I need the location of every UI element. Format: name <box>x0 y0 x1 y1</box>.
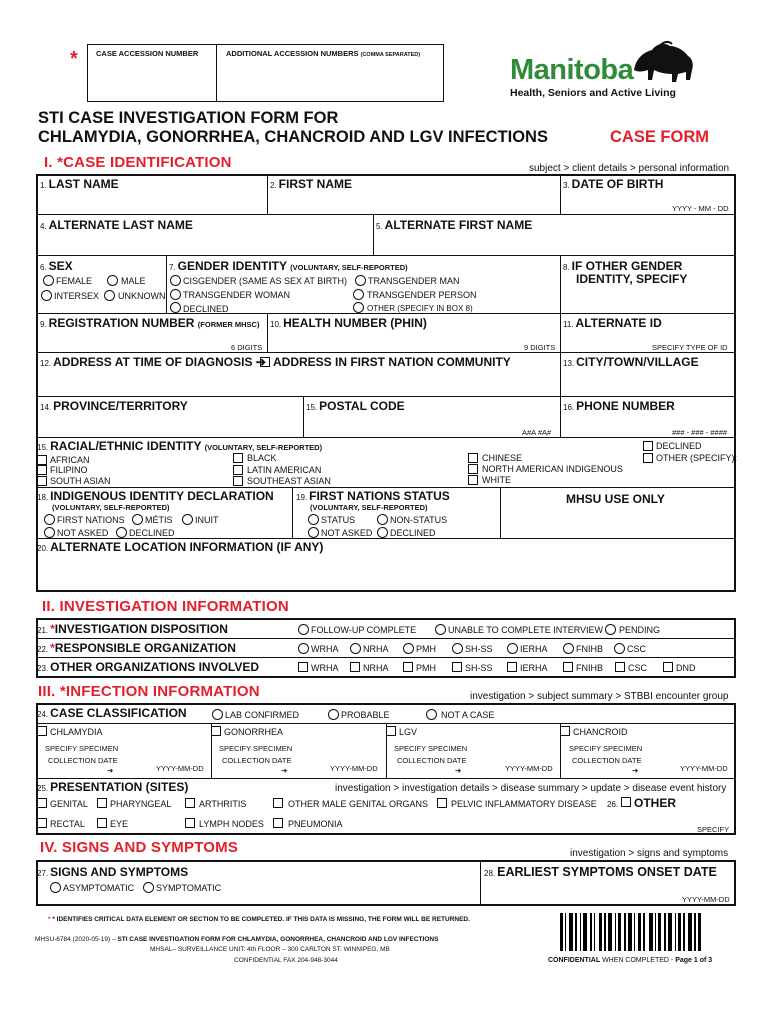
alternate-id-input[interactable] <box>563 330 733 343</box>
lgv-collection-label: COLLECTION DATE <box>397 756 467 765</box>
disposition-label: 21. *INVESTIGATION DISPOSITION <box>37 622 228 636</box>
gonorrhea-specimen-label: SPECIFY SPECIMEN <box>219 744 293 753</box>
section2-title: II. INVESTIGATION INFORMATION <box>42 598 289 615</box>
fn-not-asked-radio[interactable] <box>308 527 319 538</box>
class-probable-label: PROBABLE <box>341 710 390 720</box>
resp-nrha-radio[interactable] <box>350 643 361 654</box>
alternate-location-label: 20. ALTERNATE LOCATION INFORMATION (IF ANY) <box>37 540 324 554</box>
fn-declined-radio[interactable] <box>377 527 388 538</box>
form-title-line1: STI CASE INVESTIGATION FORM FOR <box>38 109 339 127</box>
resp-fnihb-radio[interactable] <box>563 643 574 654</box>
disposition-complete-radio[interactable] <box>298 624 309 635</box>
other-pmh-label: PMH <box>416 663 436 673</box>
class-not-case-label: NOT A CASE <box>441 710 495 720</box>
other-fnihb-label: FNIHB <box>576 663 603 673</box>
chancroid-date-hint: YYYY-MM-DD <box>680 764 728 773</box>
other-pmh-checkbox[interactable] <box>403 662 413 672</box>
indigenous-note: (VOLUNTARY, SELF-REPORTED) <box>52 503 170 512</box>
phone-hint: ### - ### - #### <box>672 428 728 437</box>
gonorrhea-label: GONORRHEA <box>224 727 284 737</box>
resp-wrha-label: WRHA <box>311 644 339 654</box>
manitoba-logo-text: Manitoba <box>510 54 634 86</box>
mhsu-use-only: MHSU USE ONLY <box>566 492 665 506</box>
gender-other-radio[interactable] <box>353 302 364 313</box>
race-indigenous-checkbox[interactable] <box>468 464 478 474</box>
gender-trans-man-radio[interactable] <box>355 275 366 286</box>
fn-status-radio[interactable] <box>308 514 319 525</box>
resp-wrha-radio[interactable] <box>298 643 309 654</box>
lgv-checkbox[interactable] <box>386 726 396 736</box>
responsible-org-label: 22. *RESPONSIBLE ORGANIZATION <box>37 641 236 655</box>
province-input[interactable] <box>40 414 300 435</box>
site-other-text: OTHER <box>634 796 676 810</box>
racial-identity-label: 15. RACIAL/ETHNIC IDENTITY (VOLUNTARY, SELF-REPORTED) <box>37 439 323 453</box>
sex-intersex-label: INTERSEX <box>54 291 100 301</box>
section4-title: IV. SIGNS AND SYMPTOMS <box>40 839 239 856</box>
required-star: * <box>70 48 78 70</box>
fn-status-note: (VOLUNTARY, SELF-REPORTED) <box>310 503 428 512</box>
arrow-right-icon: ➔ <box>632 766 639 775</box>
class-not-case-radio[interactable] <box>426 709 437 720</box>
site-eye-checkbox[interactable] <box>97 818 107 828</box>
race-south-asian-label: SOUTH ASIAN <box>50 476 111 486</box>
fn-status-label: STATUS <box>321 515 356 525</box>
indigenous-not-asked-radio[interactable] <box>44 527 55 538</box>
gonorrhea-date-hint: YYYY-MM-DD <box>330 764 378 773</box>
race-southeast-asian-label: SOUTHEAST ASIAN <box>247 476 331 486</box>
site-other-label: 26. <box>607 800 619 809</box>
city-input[interactable] <box>563 371 733 394</box>
first-nation-address-label: ADDRESS IN FIRST NATION COMMUNITY <box>273 355 511 369</box>
province-label: 14. PROVINCE/TERRITORY <box>40 399 188 413</box>
race-other-checkbox[interactable] <box>643 453 653 463</box>
section3-path: investigation > subject summary > STBBI encounter group <box>470 691 729 702</box>
race-declined-label: DECLINED <box>656 441 702 451</box>
chancroid-checkbox[interactable] <box>560 726 570 736</box>
disposition-unable-label: UNABLE TO COMPLETE INTERVIEW <box>448 625 604 635</box>
other-wrha-label: WRHA <box>311 663 339 673</box>
asymptomatic-label: ASYMPTOMATIC <box>63 883 135 893</box>
additional-accession-label: ADDITIONAL ACCESSION NUMBERS (COMMA SEPARATED) <box>226 49 421 58</box>
gender-identity-label: 7. GENDER IDENTITY (VOLUNTARY, SELF-REPORTED) <box>169 259 408 273</box>
lgv-specimen-label: SPECIFY SPECIMEN <box>394 744 468 753</box>
critical-note: * * IDENTIFIES CRITICAL DATA ELEMENT OR SECTION TO BE COMPLETED. IF THIS DATA IS MISSING, THE FORM WILL BE RETURNED. <box>48 916 470 923</box>
resp-ierha-label: IERHA <box>520 644 548 654</box>
site-pid-label: PELVIC INFLAMMATORY DISEASE <box>451 799 597 809</box>
gender-declined-radio[interactable] <box>170 302 181 313</box>
arrow-right-icon: ➔ <box>107 766 114 775</box>
asymptomatic-radio[interactable] <box>50 882 61 893</box>
resp-csc-radio[interactable] <box>614 643 625 654</box>
race-chinese-checkbox[interactable] <box>468 453 478 463</box>
gender-trans-man-label: TRANSGENDER MAN <box>368 276 460 286</box>
arrow-right-icon: ➔ <box>281 766 288 775</box>
site-arthritis-checkbox[interactable] <box>185 798 195 808</box>
other-gender-label: 8. IF OTHER GENDER <box>563 259 683 273</box>
address-label: 12. ADDRESS AT TIME OF DIAGNOSIS ➔ <box>40 355 266 369</box>
race-latin-label: LATIN AMERICAN <box>247 465 322 475</box>
class-lab-confirmed-radio[interactable] <box>212 709 223 720</box>
disposition-complete-label: FOLLOW-UP COMPLETE <box>311 625 417 635</box>
race-african-checkbox[interactable] <box>37 455 47 465</box>
registration-hint: 6 DIGITS <box>231 343 263 352</box>
other-shss-label: SH-SS <box>465 663 493 673</box>
other-dnd-label: DND <box>676 663 696 673</box>
disposition-pending-radio[interactable] <box>605 624 616 635</box>
gender-trans-woman-radio[interactable] <box>170 289 181 300</box>
first-name-label: 2. FIRST NAME <box>270 177 353 191</box>
chancroid-label: CHANCROID <box>573 727 628 737</box>
site-rectal-label: RECTAL <box>50 819 85 829</box>
first-name-input[interactable] <box>270 192 558 212</box>
symptomatic-radio[interactable] <box>143 882 154 893</box>
site-pharyngeal-label: PHARYNGEAL <box>110 799 172 809</box>
site-lymph-label: LYMPH NODES <box>199 819 264 829</box>
race-african-label: AFRICAN <box>50 455 90 465</box>
chancroid-date-input[interactable] <box>654 744 732 764</box>
chlamydia-date-hint: YYYY-MM-DD <box>156 764 204 773</box>
race-chinese-label: CHINESE <box>482 453 523 463</box>
ministry-name: Health, Seniors and Active Living <box>510 87 676 99</box>
chancroid-collection-label: COLLECTION DATE <box>572 756 642 765</box>
lgv-label: LGV <box>399 727 418 737</box>
gender-other-label: OTHER (SPECIFY IN BOX 8) <box>367 304 473 313</box>
indigenous-metis-label: MÉTIS <box>145 515 173 525</box>
race-filipino-checkbox[interactable] <box>37 465 47 475</box>
gender-declined-label: DECLINED <box>183 304 229 314</box>
signs-symptoms-label: 27. SIGNS AND SYMPTOMS <box>37 865 189 879</box>
alternate-first-name-label: 5. ALTERNATE FIRST NAME <box>376 218 533 232</box>
other-wrha-checkbox[interactable] <box>298 662 308 672</box>
onset-date-label: 28. EARLIEST SYMPTOMS ONSET DATE <box>484 865 717 879</box>
health-number-label: 10. HEALTH NUMBER (PHIN) <box>270 316 427 330</box>
address-input[interactable] <box>40 371 558 394</box>
date-of-birth-input[interactable] <box>563 192 733 204</box>
chlamydia-collection-label: COLLECTION DATE <box>48 756 118 765</box>
other-ierha-checkbox[interactable] <box>507 662 517 672</box>
site-genital-label: GENITAL <box>50 799 88 809</box>
sex-male-radio[interactable] <box>107 275 118 286</box>
sex-male-label: MALE <box>121 276 146 286</box>
footer-fax: CONFIDENTIAL FAX 204-948-3044 <box>234 957 338 964</box>
onset-date-hint: YYYY-MM-DD <box>682 895 730 904</box>
indigenous-inuit-label: INUIT <box>195 515 219 525</box>
other-csc-label: CSC <box>628 663 648 673</box>
gender-trans-person-radio[interactable] <box>353 289 364 300</box>
gonorrhea-date-input[interactable] <box>304 744 382 764</box>
form-footer-title: MHSU-6784 (2020-05-19) – STI CASE INVESTIGATION FORM FOR CHLAMYDIA, GONORRHEA, CHANCROID AND LGV INFECTIONS <box>35 936 439 943</box>
indigenous-not-asked-label: NOT ASKED <box>57 528 109 538</box>
city-label: 13. CITY/TOWN/VILLAGE <box>563 355 699 369</box>
gonorrhea-checkbox[interactable] <box>211 726 221 736</box>
race-black-label: BLACK <box>247 453 277 463</box>
gender-cisgender-label: CISGENDER (SAME AS SEX AT BIRTH) <box>183 276 348 286</box>
health-number-input[interactable] <box>270 330 558 343</box>
dob-hint: YYYY - MM - DD <box>672 204 729 213</box>
resp-fnihb-label: FNIHB <box>576 644 603 654</box>
section1-path: subject > client details > personal information <box>529 163 730 174</box>
case-accession-input[interactable] <box>92 64 212 98</box>
race-south-asian-checkbox[interactable] <box>37 476 47 486</box>
footer-address: MHSAL– SURVEILLANCE UNIT: 4th FLOOR – 300 CARLTON ST. WINNIPEG, MB <box>150 946 390 953</box>
alternate-id-label: 11. ALTERNATE ID <box>563 316 662 330</box>
section4-path: investigation > signs and symptoms <box>570 848 729 859</box>
race-white-label: WHITE <box>482 475 511 485</box>
postal-code-hint: A#A #A# <box>522 428 552 437</box>
date-of-birth-label: 3. DATE OF BIRTH <box>563 177 664 191</box>
lgv-date-hint: YYYY-MM-DD <box>505 764 553 773</box>
onset-date-input[interactable] <box>484 881 732 895</box>
gender-trans-person-label: TRANSGENDER PERSON <box>367 290 477 300</box>
last-name-input[interactable] <box>40 192 265 212</box>
section1-title: I. *CASE IDENTIFICATION <box>44 154 232 171</box>
sex-unknown-radio[interactable] <box>104 290 115 301</box>
race-filipino-label: FILIPINO <box>50 465 88 475</box>
last-name-label: 1. LAST NAME <box>40 177 119 191</box>
site-pneumonia-checkbox[interactable] <box>273 818 283 828</box>
case-classification-label: 24. CASE CLASSIFICATION <box>37 706 187 720</box>
bison-icon <box>632 40 696 86</box>
gonorrhea-collection-label: COLLECTION DATE <box>222 756 292 765</box>
gender-cisgender-radio[interactable] <box>170 275 181 286</box>
other-ierha-label: IERHA <box>520 663 548 673</box>
indigenous-declined-radio[interactable] <box>116 527 127 538</box>
arrow-right-icon: ➔ <box>455 766 462 775</box>
class-probable-radio[interactable] <box>328 709 339 720</box>
disposition-unable-radio[interactable] <box>435 624 446 635</box>
other-site-input[interactable] <box>620 810 732 824</box>
race-black-checkbox[interactable] <box>233 453 243 463</box>
chancroid-specimen-label: SPECIFY SPECIMEN <box>569 744 643 753</box>
site-lymph-checkbox[interactable] <box>185 818 195 828</box>
race-white-checkbox[interactable] <box>468 475 478 485</box>
additional-accession-input[interactable] <box>222 64 440 98</box>
gender-trans-woman-label: TRANSGENDER WOMAN <box>183 290 291 300</box>
resp-csc-label: CSC <box>627 644 647 654</box>
disposition-pending-label: PENDING <box>619 625 661 635</box>
sex-female-radio[interactable] <box>43 275 54 286</box>
barcode <box>560 913 730 951</box>
resp-pmh-radio[interactable] <box>403 643 414 654</box>
other-specify-hint: SPECIFY <box>697 825 730 834</box>
symptomatic-label: SYMPTOMATIC <box>156 883 222 893</box>
lgv-date-input[interactable] <box>479 744 557 764</box>
sex-label: 6. SEX <box>40 259 73 273</box>
health-number-hint: 9 DIGITS <box>524 343 556 352</box>
chlamydia-specimen-label: SPECIFY SPECIMEN <box>45 744 119 753</box>
indigenous-first-nations-radio[interactable] <box>44 514 55 525</box>
fn-declined-label: DECLINED <box>390 528 436 538</box>
race-declined-checkbox[interactable] <box>643 441 653 451</box>
indigenous-declined-label: DECLINED <box>129 528 175 538</box>
indigenous-identity-label: 18. INDIGENOUS IDENTITY DECLARATION <box>37 489 274 503</box>
sex-female-label: FEMALE <box>56 276 93 286</box>
chlamydia-label: CHLAMYDIA <box>50 727 103 737</box>
confidential-page: CONFIDENTIAL WHEN COMPLETED - Page 1 of 3 <box>548 957 713 964</box>
chlamydia-checkbox[interactable] <box>37 726 47 736</box>
first-nation-address-checkbox[interactable] <box>260 357 270 367</box>
other-dnd-checkbox[interactable] <box>663 662 673 672</box>
indigenous-inuit-radio[interactable] <box>182 514 193 525</box>
postal-code-input[interactable] <box>306 414 558 428</box>
resp-shss-label: SH-SS <box>465 644 493 654</box>
other-orgs-label: 23. OTHER ORGANIZATIONS INVOLVED <box>37 660 260 674</box>
postal-code-label: 15. POSTAL CODE <box>306 399 405 413</box>
phone-input[interactable] <box>563 414 733 428</box>
site-other-checkbox[interactable] <box>621 797 631 807</box>
resp-pmh-label: PMH <box>416 644 436 654</box>
phone-label: 16. PHONE NUMBER <box>563 399 675 413</box>
fn-non-status-radio[interactable] <box>377 514 388 525</box>
site-other-male-label: OTHER MALE GENITAL ORGANS <box>288 799 429 809</box>
resp-ierha-radio[interactable] <box>507 643 518 654</box>
indigenous-first-nations-label: FIRST NATIONS <box>57 515 125 525</box>
race-latin-checkbox[interactable] <box>233 465 243 475</box>
case-form-label: CASE FORM <box>610 128 709 146</box>
case-accession-label: CASE ACCESSION NUMBER <box>96 49 199 58</box>
alternate-id-hint: SPECIFY TYPE OF ID <box>652 343 728 352</box>
indigenous-metis-radio[interactable] <box>132 514 143 525</box>
first-nations-status-label: 19. FIRST NATIONS STATUS <box>296 489 450 503</box>
site-pid-checkbox[interactable] <box>437 798 447 808</box>
section3-title: III. *INFECTION INFORMATION <box>38 683 260 700</box>
other-nrha-checkbox[interactable] <box>350 662 360 672</box>
alternate-first-name-input[interactable] <box>376 234 732 253</box>
class-lab-confirmed-label: LAB CONFIRMED <box>225 710 300 720</box>
other-csc-checkbox[interactable] <box>615 662 625 672</box>
site-genital-checkbox[interactable] <box>37 798 47 808</box>
site-other-male-checkbox[interactable] <box>273 798 283 808</box>
arrow-right-icon: ➔ <box>255 355 266 369</box>
alternate-last-name-label: 4. ALTERNATE LAST NAME <box>40 218 193 232</box>
site-rectal-checkbox[interactable] <box>37 818 47 828</box>
chlamydia-date-input[interactable] <box>130 744 208 764</box>
other-gender-input[interactable] <box>563 288 733 311</box>
other-gender-label-line2: IDENTITY, SPECIFY <box>576 272 688 286</box>
other-nrha-label: NRHA <box>363 663 389 673</box>
alternate-last-name-input[interactable] <box>40 234 370 253</box>
other-shss-checkbox[interactable] <box>452 662 462 672</box>
alternate-location-input[interactable] <box>40 556 732 588</box>
sex-intersex-radio[interactable] <box>41 290 52 301</box>
site-arthritis-label: ARTHRITIS <box>199 799 247 809</box>
registration-number-label: 9. REGISTRATION NUMBER (FORMER MHSC) <box>40 316 260 330</box>
presentation-label: 25. PRESENTATION (SITES) <box>37 780 189 794</box>
race-indigenous-label: NORTH AMERICAN INDIGENOUS <box>482 464 623 474</box>
race-other-label: OTHER (SPECIFY): <box>656 453 738 463</box>
section3-path2: investigation > investigation details > disease summary > update > disease event history <box>335 783 727 794</box>
resp-nrha-label: NRHA <box>363 644 389 654</box>
site-eye-label: EYE <box>110 819 129 829</box>
resp-shss-radio[interactable] <box>452 643 463 654</box>
site-pharyngeal-checkbox[interactable] <box>97 798 107 808</box>
registration-number-input[interactable] <box>40 330 265 343</box>
fn-not-asked-label: NOT ASKED <box>321 528 373 538</box>
form-title-line2: CHLAMYDIA, GONORRHEA, CHANCROID AND LGV INFECTIONS <box>38 128 548 146</box>
fn-non-status-label: NON-STATUS <box>390 515 448 525</box>
site-pneumonia-label: PNEUMONIA <box>288 819 343 829</box>
race-southeast-asian-checkbox[interactable] <box>233 476 243 486</box>
other-fnihb-checkbox[interactable] <box>563 662 573 672</box>
sex-unknown-label: UNKNOWN <box>118 291 166 301</box>
